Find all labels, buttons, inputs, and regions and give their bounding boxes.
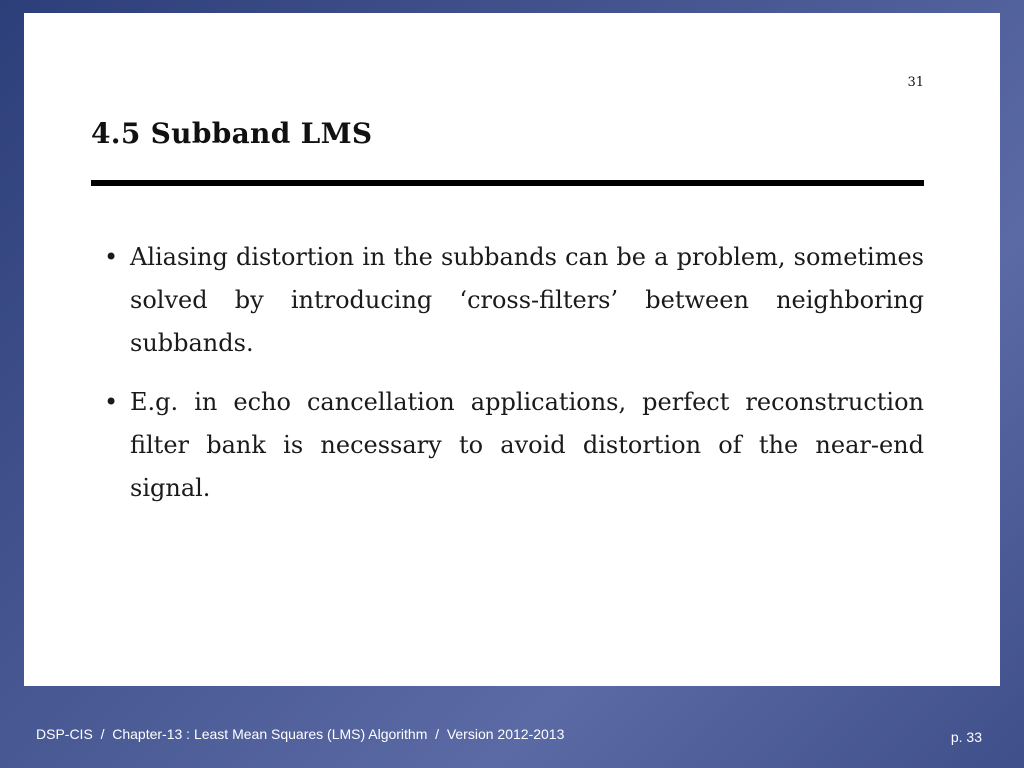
bullet-item-aliasing [104, 236, 924, 365]
footer-page-number: p. 33 [950, 729, 982, 745]
title-rule-divider [91, 180, 924, 186]
section-title: 4.5 Subband LMS [91, 117, 373, 150]
bullet-text: E.g. in echo cancellation applications, perfect reconstruction filter bank is necessary to avoid distortion of the near-end signal. [130, 388, 924, 502]
bullet-dot-icon: • [104, 388, 119, 416]
footer-course-info: DSP-CIS / Chapter-13 : Least Mean Squares (LMS) Algorithm / Version 2012-2013 [36, 726, 565, 742]
bullet-item-echo-cancellation [104, 381, 924, 510]
slide-content [24, 13, 1000, 686]
scanned-page-number: 31 [907, 75, 924, 90]
bullet-list [104, 236, 924, 526]
bullet-dot-icon: • [104, 243, 119, 271]
bullet-text: Aliasing distortion in the subbands can be a problem, sometimes solved by introducing ‘cross-filters’ between neighboring subbands. [130, 243, 924, 357]
